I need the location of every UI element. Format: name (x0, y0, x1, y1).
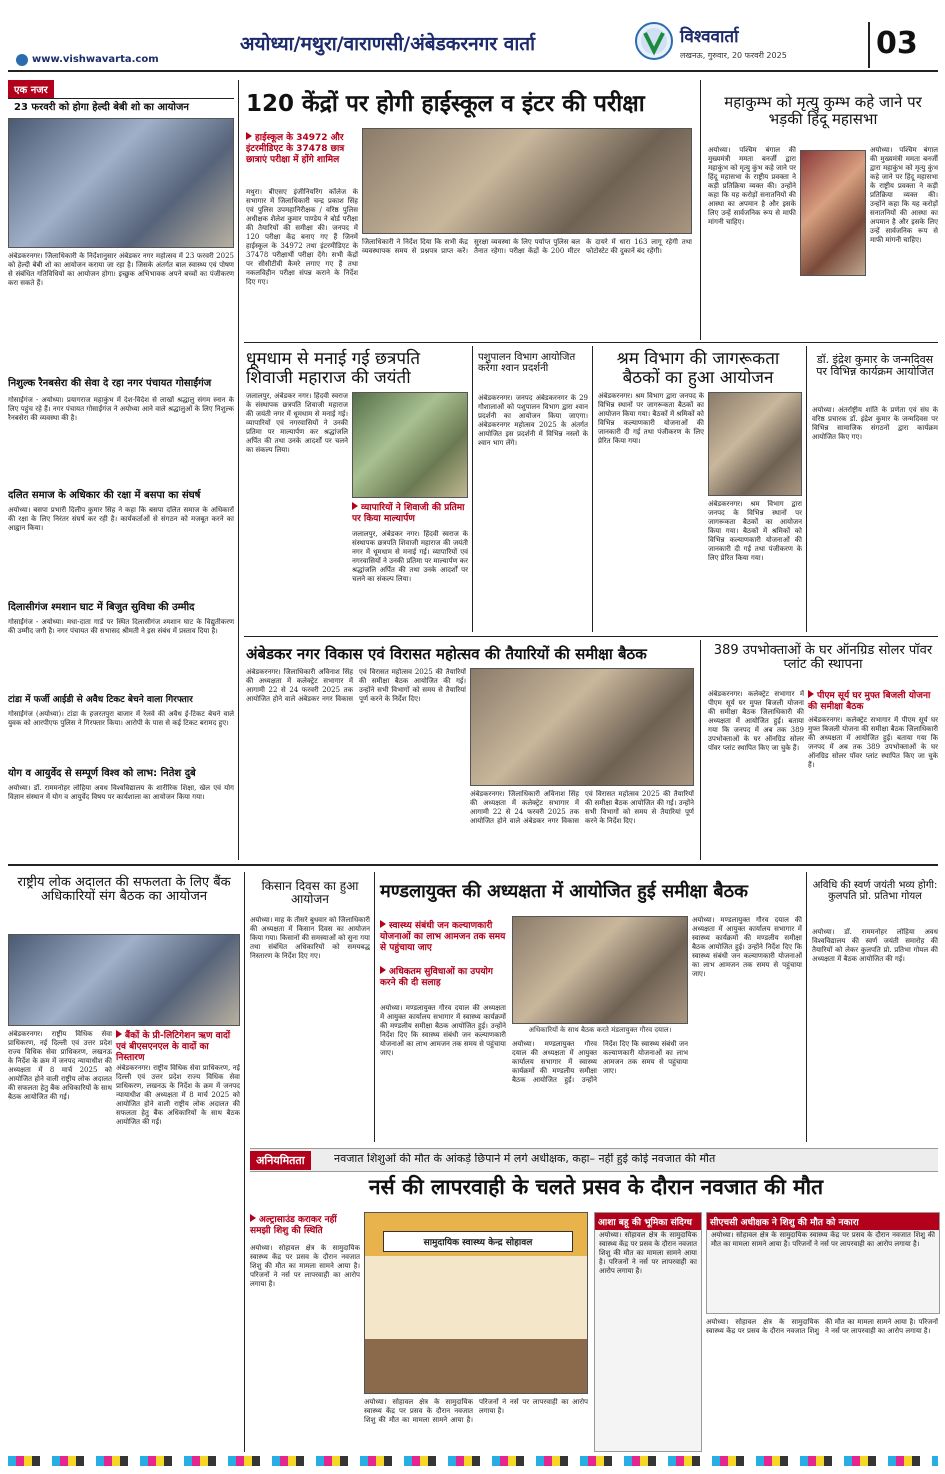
ek-nazar-label: एक नजर (8, 80, 54, 98)
shram-body: अंबेडकरनगर। श्रम विभाग द्वारा जनपद के विभिन्न स्थानों पर जागरूकता बैठकों का आयोजन किया गया। बैठकों में श्रमिकों को विभिन्न कल्याणकारी योजनाओं की जानकारी दी गई तथा पंजीकरण के लिए प्रेरित किया गया। (598, 392, 704, 445)
triangle-bullet-icon (250, 1214, 256, 1222)
lead-body: मथुरा। बीएसए इंजीनियरिंग कॉलेज के सभागार में जिलाधिकारी चन्द्र प्रकाश सिंह एवं पुलिस उपमहानिरीक्षक / वरिष्ठ पुलिस अधीक्षक शैलेश कुमार पाण्डेय ने बोर्ड परीक्षा की तैयारियों की समीक्षा की। जनपद में 120 परीक्षा केंद्र बनाए गए हैं जिनमें हाईस्कूल के 34972 तथा इंटरमीडिएट के 37478 परीक्षार्थी परीक्षा देंगे। सभी केंद्रों पर सीसीटीवी कैमरे लगाए गए हैं तथा नकलविहीन परीक्षा संपन्न कराने के निर्देश दिए गए। (246, 188, 358, 286)
shivaji-body: जलालपुर, अंबेडकर नगर। हिंदवी स्वराज के संस्थापक छत्रपति शिवाजी महाराज की जयंती नगर में धूमधाम से मनाई गई। व्यापारियों एवं नगरवासियों ने उनकी प्रतिमा पर माल्यार्पण कर श्रद्धांजलि अर्पित की तथा उनके आदर्शों पर चलने का संकल्प लिया। (246, 392, 348, 454)
brand-logo (635, 22, 673, 60)
story-photo (8, 118, 234, 248)
story-body: अयोध्या। बसपा प्रभारी दिलीप कुमार सिंह ने कहा कि बसपा दलित समाज के अधिकारों की रक्षा के लिए निरंतर संघर्ष कर रही है। कार्यकर्ताओं से संगठन को मजबूत करने का आह्वान किया। (8, 506, 234, 532)
aniyamitata-body-2: अयोध्या। सोहावल क्षेत्र के सामुदायिक स्वास्थ्य केंद्र पर प्रसव के दौरान नवजात शिशु की मौत का मामला सामने आया है। परिजनों ने नर्स पर लापरवाही का आरोप लगाया है। (364, 1398, 588, 1424)
lead-headline: 120 केंद्रों पर होगी हाईस्कूल व इंटर की परीक्षा (246, 91, 645, 117)
story-tanda-headline: टांडा में फर्जी आईडी से अवैध टिकट बेचने वाला गिरफ्तार (8, 695, 193, 705)
story-body: गोसाईंगंज (अयोध्या)। टांडा के हजरतपुरा बाजार में रेलवे की अवैध ई-टिकट बेचने वाले युवक को आरपीएफ पुलिस ने गिरफ्तार किया। आरोपी के पास से कई टिकट बरामद हुए। (8, 710, 234, 727)
aniyamitata-body: अयोध्या। सोहावल क्षेत्र के सामुदायिक स्वास्थ्य केंद्र पर प्रसव के दौरान नवजात शिशु की मौत का मामला सामने आया है। परिजनों ने नर्स पर लापरवाही का आरोप लगाया है। (250, 1244, 360, 1288)
story-healthy-baby-headline: 23 फरवरी को होगा हेल्दी बेबी शो का आयोजन (14, 102, 189, 113)
asha-body: अयोध्या। सोहावल क्षेत्र के सामुदायिक स्वास्थ्य केंद्र पर प्रसव के दौरान नवजात शिशु की मौत का मामला सामने आया है। परिजनों ने नर्स पर लापरवाही का आरोप लगाया है। (599, 1231, 697, 1275)
aniyamitata-deck: अल्ट्रासाउंड कराकर नहीं समझी शिशु की स्थिति (250, 1215, 337, 1236)
lok-adalat-body-2: अंबेडकरनगर। राष्ट्रीय विधिक सेवा प्राधिकरण, नई दिल्ली एवं उत्तर प्रदेश राज्य विधिक सेवा प्राधिकरण, लखनऊ के निर्देश के क्रम में जनपद न्यायाधीश की अध्यक्षता में 8 मार्च 2025 को आयोजित होने वाली राष्ट्रीय लोक अदालत की सफलता हेतु बैंक अधिकारियों के साथ बैठक आयोजित की गई। (116, 1064, 240, 1126)
story-shamshan-headline: दिलासीगंज श्मशान घाट में बिजुत सुविधा की उम्मीद (8, 602, 195, 613)
story-body: गोसाईंगंज - अयोध्या। मधा-दाता गार्ड पर स्थित दिलासीगंज श्मशान घाट के विद्युतीकरण की उम्मीद जगी है। नगर पंचायत की सभासद श्रीमती ने इस संबंध में प्रस्ताव दिया है। (8, 618, 234, 635)
hospital-sign: सामुदायिक स्वास्थ्य केन्द्र सोहावल (383, 1231, 573, 1252)
mahakumbh-body-2: अयोध्या। पश्चिम बंगाल की मुख्यमंत्री ममता बनर्जी द्वारा महाकुंभ को मृत्यु कुंभ कहे जाने पर हिंदू महासभा के राष्ट्रीय प्रवक्ता ने कड़ी प्रतिक्रिया व्यक्त की। उन्होंने कहा कि यह करोड़ों सनातनियों की आस्था का अपमान है और इसके लिए उन्हें सार्वजनिक रूप से माफी मांगनी चाहिए। (870, 146, 938, 244)
mandalayukt-caption: अधिकारियों के साथ बैठक करते मंडलायुक्त गौरव दयाल। (528, 1026, 672, 1034)
shram-photo (708, 392, 802, 496)
page-number: 03 (876, 26, 918, 61)
mandalayukt-headline: मण्डलायुक्त की अध्यक्षता में आयोजित हुई समीक्षा बैठक (380, 881, 748, 902)
triangle-bullet-icon (116, 1030, 122, 1038)
left-column (8, 80, 234, 860)
cms-body: अयोध्या। सोहावल क्षेत्र के सामुदायिक स्वास्थ्य केंद्र पर प्रसव के दौरान नवजात शिशु की मौत का मामला सामने आया है। परिजनों ने नर्स पर लापरवाही का आरोप लगाया है। (711, 1231, 935, 1248)
mahotsav-body-2: अंबेडकरनगर। जिलाधिकारी अविनाश सिंह की अध्यक्षता में कलेक्ट्रेट सभागार में आगामी 22 से 24 फरवरी 2025 तक आयोजित होने वाले अंबेडकर नगर विकास एवं विरासत महोत्सव 2025 की तैयारियों की समीक्षा बैठक आयोजित की गई। उन्होंने सभी विभागों को समय से तैयारियां पूर्ण करने के निर्देश दिए। (470, 790, 694, 825)
globe-v-icon (637, 24, 671, 58)
brand-name: विश्ववार्ता (680, 27, 739, 47)
mahotsav-photo (470, 668, 694, 786)
asha-headline: आशा बहू की भूमिका संदिग्ध (595, 1213, 701, 1230)
section-title: अयोध्या/मथुरा/वाराणसी/अंबेडकरनगर वार्ता (240, 33, 535, 55)
lok-adalat-body: अंबेडकरनगर। राष्ट्रीय विधिक सेवा प्राधिकरण, नई दिल्ली एवं उत्तर प्रदेश राज्य विधिक सेवा प्राधिकरण, लखनऊ के निर्देश के क्रम में जनपद न्यायाधीश की अध्यक्षता में 8 मार्च 2025 को आयोजित होने वाली राष्ट्रीय लोक अदालत की सफलता हेतु बैंक अधिकारियों के साथ बैठक आयोजित की गई। (8, 1030, 112, 1101)
cms-box (706, 1212, 940, 1314)
kisan-body: अयोध्या। माह के तीसरे बुधवार को जिलाधिकारी की अध्यक्षता में किसान दिवस का आयोजन किया गया। किसानों की समस्याओं को सुना गया तथा संबंधित अधिकारियों को समयबद्ध निस्तारण के निर्देश दिए गए। (250, 916, 370, 960)
avishi-headline: अविधि की स्वर्ण जयंती भव्य होगी: कुलपति प्रो. प्रतिभा गोयल (812, 880, 938, 902)
masthead (0, 0, 945, 72)
pashupalan-body: अंबेडकरनगर। जनपद अंबेडकरनगर के 29 गौशालाओं को पशुपालन विभाग द्वारा श्वान प्रदर्शनी का आयोजन किया जाएगा। अंबेडकरनगर महोत्सव 2025 के अंतर्गत आयोजित इस प्रदर्शनी में विभिन्न नस्लों के श्वान भाग लेंगे। (478, 394, 588, 447)
story-yoga-headline: योग व आयुर्वेद से सम्पूर्ण विश्व को लाभ: नितेश दुबे (8, 768, 196, 779)
mandalayukt-deck-2: अधिकतम सुविधाओं का उपयोग करने की दी सलाह (380, 967, 493, 988)
shivaji-photo (352, 392, 468, 498)
aniyamitata-bar (250, 1148, 938, 1172)
shram-headline: श्रम विभाग की जागरूकता बैठकों का हुआ आयोजन (616, 349, 780, 388)
pashupalan-headline: पशुपालन विभाग आयोजित करेगा श्वान प्रदर्शनी (478, 352, 576, 374)
kisan-headline: किसान दिवस का हुआ आयोजन (261, 879, 359, 907)
triangle-bullet-icon (380, 920, 386, 928)
triangle-bullet-icon (808, 690, 814, 698)
story-rainbasera-headline: निशुल्क रैनबसेरा की सेवा दे रहा नगर पंचायत गोसाईंगंज (8, 378, 212, 389)
mahakumbh-headline: महाकुम्भ को मृत्यु कुम्भ कहे जाने पर भड़की हिंदू महासभा (724, 93, 922, 128)
mandalayukt-body: अयोध्या। मण्डलायुक्त गौरव दयाल की अध्यक्षता में आयुक्त कार्यालय सभागार में स्वास्थ्य कार्यक्रमों की मण्डलीय समीक्षा बैठक आयोजित हुई। उन्होंने निर्देश दिए कि स्वास्थ्य संबंधी जन कल्याणकारी योजनाओं का लाभ आमजन तक समय से पहुंचाया जाए। (380, 1004, 506, 1057)
triangle-bullet-icon (246, 132, 252, 140)
shivaji-headline: धूमधाम से मनाई गई छत्रपति शिवाजी महाराज की जयंती (246, 349, 421, 388)
shram-body-2: अंबेडकरनगर। श्रम विभाग द्वारा जनपद के विभिन्न स्थानों पर जागरूकता बैठकों का आयोजन किया गया। बैठकों में श्रमिकों को विभिन्न कल्याणकारी योजनाओं की जानकारी दी गई तथा पंजीकरण के लिए प्रेरित किया गया। (708, 500, 802, 562)
mandalayukt-body-3: अयोध्या। मण्डलायुक्त गौरव दयाल की अध्यक्षता में आयुक्त कार्यालय सभागार में स्वास्थ्य कार्यक्रमों की मण्डलीय समीक्षा बैठक आयोजित हुई। उन्होंने निर्देश दिए कि स्वास्थ्य संबंधी जन कल्याणकारी योजनाओं का लाभ आमजन तक समय से पहुंचाया जाए। (692, 916, 802, 978)
aniyamitata-kicker: नवजात शिशुओं की मौत के आंकड़े छिपाने में लगे अधीक्षक, कहा– नहीं हुई कोई नवजात की मौत (334, 1153, 716, 1165)
mandalayukt-body-2: अयोध्या। मण्डलायुक्त गौरव दयाल की अध्यक्षता में आयुक्त कार्यालय सभागार में स्वास्थ्य कार्यक्रमों की मण्डलीय समीक्षा बैठक आयोजित हुई। उन्होंने निर्देश दिए कि स्वास्थ्य संबंधी जन कल्याणकारी योजनाओं का लाभ आमजन तक समय से पहुंचाया जाए। (512, 1040, 688, 1084)
lead-body-2: जिलाधिकारी ने निर्देश दिया कि सभी केंद्र व्यवस्थापक समय से प्रश्नपत्र प्राप्त करें। सुरक्षा व्यवस्था के लिए पर्याप्त पुलिस बल तैनात रहेगा। परीक्षा केंद्रों के 200 मीटर के दायरे में धारा 163 लागू रहेगी तथा फोटोस्टेट की दुकानें बंद रहेंगी। (362, 238, 692, 255)
indresh-body: अयोध्या। अंतर्राष्ट्रीय शांति के प्रणेता एवं संघ के वरिष्ठ प्रचारक डॉ. इंद्रेश कुमार के जन्मदिवस पर विभिन्न सामाजिक संगठनों द्वारा कार्यक्रम आयोजित किए गए। (812, 406, 938, 441)
lead-deck: हाईस्कूल के 34972 और इंटरमीडिएट के 37478 छात्र छात्राएं परीक्षा में होंगे शामिल (246, 133, 345, 165)
aniyamitata-label: अनियमितता (250, 1151, 311, 1170)
lok-adalat-photo (8, 934, 240, 1026)
mahotsav-body: अंबेडकरनगर। जिलाधिकारी अविनाश सिंह की अध्यक्षता में कलेक्ट्रेट सभागार में आगामी 22 से 24 फरवरी 2025 तक आयोजित होने वाले अंबेडकर नगर विकास एवं विरासत महोत्सव 2025 की तैयारियों की समीक्षा बैठक आयोजित की गई। उन्होंने सभी विभागों को समय से तैयारियां पूर्ण करने के निर्देश दिए। (246, 668, 466, 703)
story-body: गोसाईंगंज - अयोध्या। प्रयागराज महाकुंभ में देश-विदेश से लाखों श्रद्धालु संगम स्नान के लिए पहुंच रहे हैं। नगर पंचायत गोसाईंगंज ने अयोध्या आने वाले श्रद्धालुओं के लिए निशुल्क रैनबसेरा की व्यवस्था की है। (8, 396, 234, 422)
avishi-body: अयोध्या। डॉ. राममनोहर लोहिया अवध विश्वविद्यालय की स्वर्ण जयंती समारोह की तैयारियों को लेकर कुलपति प्रो. प्रतिभा गोयल की अध्यक्षता में बैठक आयोजित की गई। (812, 928, 938, 963)
shivaji-caption: व्यापारियों ने शिवाजी की प्रतिमा पर किया माल्यार्पण (352, 503, 465, 524)
story-body: अंबेडकरनगर। जिलाधिकारी के निर्देशानुसार अंबेडकर नगर महोत्सव में 23 फरवरी 2025 को हेल्दी बेबी शो का आयोजन कराया जा रहा है। जिसके अंतर्गत बाल स्वास्थ्य एवं पोषण से संबंधित गतिविधियों का आयोजन होगा। इच्छुक अभिभावक अपने बच्चों का पंजीकरण करा सकते हैं। (8, 252, 234, 287)
mahotsav-headline: अंबेडकर नगर विकास एवं विरासत महोत्सव की तैयारियों की समीक्षा बैठक (246, 645, 647, 663)
solar-body: अंबेडकरनगर। कलेक्ट्रेट सभागार में पीएम सूर्य घर मुफ्त बिजली योजना की समीक्षा बैठक जिलाधिकारी की अध्यक्षता में आयोजित हुई। बताया गया कि जनपद में अब तक 389 उपभोक्ताओं के घर ऑनग्रिड सोलर पॉवर प्लांट स्थापित किए जा चुके हैं। (708, 690, 804, 752)
triangle-bullet-icon (380, 966, 386, 974)
solar-body-2: अंबेडकरनगर। कलेक्ट्रेट सभागार में पीएम सूर्य घर मुफ्त बिजली योजना की समीक्षा बैठक जिलाधिकारी की अध्यक्षता में आयोजित हुई। बताया गया कि जनपद में अब तक 389 उपभोक्ताओं के घर ऑनग्रिड सोलर पॉवर प्लांट स्थापित किए जा चुके हैं। (808, 716, 938, 769)
shivaji-body-2: जलालपुर, अंबेडकर नगर। हिंदवी स्वराज के संस्थापक छत्रपति शिवाजी महाराज की जयंती नगर में धूमधाम से मनाई गई। व्यापारियों एवं नगरवासियों ने उनकी प्रतिमा पर माल्यार्पण कर श्रद्धांजलि अर्पित की तथा उनके आदर्शों पर चलने का संकल्प लिया। (352, 530, 468, 583)
lead-photo (362, 128, 692, 234)
mandalayukt-deck-1: स्वास्थ्य संबंधी जन कल्याणकारी योजनाओं का लाभ आमजन तक समय से पहुंचाया जाए (380, 921, 506, 953)
aniyamitata-photo (364, 1212, 588, 1394)
solar-headline: 389 उपभोक्ताओं के घर ऑनग्रिड सोलर पॉवर प्लांट की स्थापना (713, 643, 933, 673)
lok-adalat-headline: राष्ट्रीय लोक अदालत की सफलता के लिए बैंक अधिकारियों संग बैठक का आयोजन (17, 875, 231, 905)
mandalayukt-photo (512, 916, 688, 1024)
mahakumbh-body: अयोध्या। पश्चिम बंगाल की मुख्यमंत्री ममता बनर्जी द्वारा महाकुंभ को मृत्यु कुंभ कहे जाने पर हिंदू महासभा के राष्ट्रीय प्रवक्ता ने कड़ी प्रतिक्रिया व्यक्त की। उन्होंने कहा कि यह करोड़ों सनातनियों की आस्था का अपमान है और इसके लिए उन्हें सार्वजनिक रूप से माफी मांगनी चाहिए। (708, 146, 796, 226)
cms-headline: सीएचसी अधीक्षक ने शिशु की मौत को नकारा (707, 1213, 939, 1230)
website: www.vishwavarta.com (32, 54, 159, 65)
asha-box (594, 1212, 702, 1452)
triangle-bullet-icon (352, 502, 358, 510)
aniyamitata-body-3: अयोध्या। सोहावल क्षेत्र के सामुदायिक स्वास्थ्य केंद्र पर प्रसव के दौरान नवजात शिशु की मौत का मामला सामने आया है। परिजनों ने नर्स पर लापरवाही का आरोप लगाया है। (706, 1318, 938, 1335)
globe-icon (16, 54, 28, 66)
lok-adalat-caption: बैंकों के प्री-लिटिगेशन ऋण वादों एवं बीएसएनएल के वादों का निस्तारण (116, 1031, 231, 1063)
indresh-headline: डॉ. इंद्रेश कुमार के जन्मदिवस पर विभिन्न कार्यक्रम आयोजित (816, 353, 934, 379)
mahakumbh-photo (800, 150, 866, 276)
registration-bar (8, 1456, 938, 1466)
aniyamitata-headline: नर्स की लापरवाही के चलते प्रसव के दौरान नवजात की मौत (368, 1175, 824, 1199)
story-dalit-headline: दलित समाज के अधिकार की रक्षा में बसपा का संघर्ष (8, 490, 201, 501)
story-body: अयोध्या। डॉ. राममनोहर लोहिया अवध विश्वविद्यालय के शारीरिक शिक्षा, खेल एवं योग विज्ञान संस्थान में योग व आयुर्वेद विषय पर कार्यशाला का आयोजन किया गया। (8, 784, 234, 801)
solar-deck: पीएम सूर्य घर मुफ्त बिजली योजना की समीक्षा बैठक (808, 691, 931, 712)
dateline: लखनऊ, गुरुवार, 20 फरवरी 2025 (680, 51, 787, 60)
